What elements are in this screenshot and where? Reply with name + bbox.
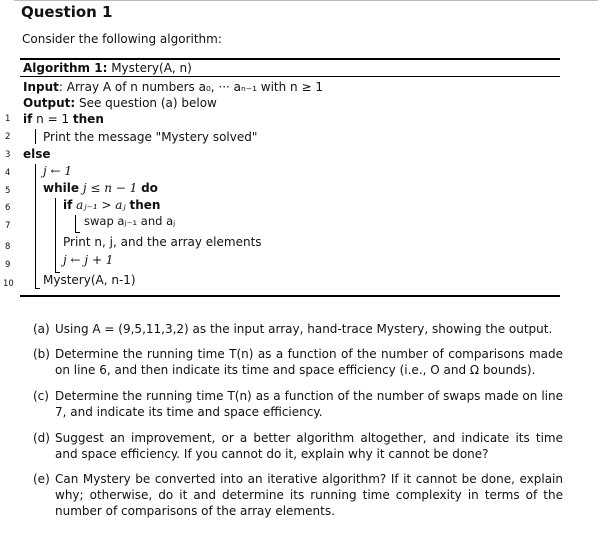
keyword: then bbox=[72, 112, 104, 126]
algorithm-line-3 bbox=[23, 147, 51, 161]
line-number: 6 bbox=[5, 203, 11, 213]
line-number: 10 bbox=[3, 279, 14, 289]
algorithm-line-2: Print the message "Mystery solved" bbox=[43, 130, 258, 144]
line-number: 4 bbox=[5, 168, 11, 178]
else-block-bar bbox=[35, 164, 36, 288]
question-text: Suggest an improvement, or a better algorithm altogether, and indicate its time and space efficiency. If you cannot do it, explain why it cannot be done? bbox=[55, 431, 563, 461]
question-b bbox=[33, 346, 563, 378]
question-label: (a) bbox=[33, 322, 50, 336]
algorithm-line-8: Print n, j, and the array elements bbox=[63, 235, 262, 249]
line-number: 2 bbox=[5, 132, 11, 142]
algorithm-line-9: j ← j + 1 bbox=[63, 253, 114, 267]
question-title: Question 1 bbox=[21, 3, 113, 21]
question-text: Using A = (9,5,11,3,2) as the input array, hand-trace Mystery, showing the output. bbox=[55, 322, 553, 336]
question-a bbox=[33, 321, 563, 337]
top-divider bbox=[14, 0, 598, 1]
if-block-bar bbox=[35, 129, 36, 144]
question-label: (c) bbox=[33, 389, 49, 403]
question-text: Determine the running time T(n) as a function of the number of comparisons made on line 6, and then indicate its time and space efficiency (i.e., O and Ω bounds). bbox=[55, 347, 563, 377]
algorithm-caption bbox=[23, 61, 192, 75]
keyword: then bbox=[129, 198, 161, 212]
algorithm-caption-name: Mystery(A, n) bbox=[111, 61, 192, 75]
line-number: 9 bbox=[5, 260, 11, 270]
keyword: while bbox=[43, 181, 79, 195]
algorithm-line-1 bbox=[23, 112, 104, 126]
line-number: 1 bbox=[5, 114, 11, 124]
algorithm-bottom-rule bbox=[20, 295, 560, 297]
question-text: Determine the running time T(n) as a function of the number of swaps made on line 7, and indicate its time and space efficiency. bbox=[55, 389, 563, 419]
question-label: (b) bbox=[33, 347, 50, 361]
question-d bbox=[33, 430, 563, 462]
line-number: 5 bbox=[5, 186, 11, 196]
inner-if-block-bar bbox=[75, 215, 76, 232]
inner-if-block-end bbox=[75, 232, 80, 233]
question-text: Can Mystery be converted into an iterative algorithm? If it cannot be done, explain why; otherwise, do it and determine its running time complexity in terms of the number of comparisons of the array elements. bbox=[55, 472, 563, 518]
line-number: 7 bbox=[5, 221, 11, 231]
output-label: Output: bbox=[23, 96, 76, 110]
algorithm-line-4: j ← 1 bbox=[43, 164, 73, 178]
algorithm-input bbox=[23, 80, 323, 94]
line-text: aⱼ₋₁ > aⱼ bbox=[72, 198, 130, 212]
question-e bbox=[33, 471, 563, 519]
algorithm-caption-rule bbox=[20, 76, 560, 77]
question-label: (d) bbox=[33, 431, 50, 445]
while-block-end bbox=[55, 272, 60, 273]
else-block-end bbox=[35, 288, 40, 289]
input-text: : Array A of n numbers a₀, ··· aₙ₋₁ with n ≥ 1 bbox=[58, 80, 323, 94]
algorithm-caption-label: Algorithm 1: bbox=[23, 61, 108, 75]
input-label: Input bbox=[23, 80, 59, 94]
keyword: if bbox=[23, 112, 33, 126]
keyword: do bbox=[141, 181, 158, 195]
algorithm-line-5 bbox=[43, 181, 158, 195]
algorithm-line-6 bbox=[63, 198, 160, 212]
line-text: n = 1 bbox=[32, 112, 73, 126]
keyword: if bbox=[63, 198, 73, 212]
line-number: 8 bbox=[5, 242, 11, 252]
output-text: See question (a) below bbox=[78, 96, 217, 110]
algorithm-line-10: Mystery(A, n-1) bbox=[43, 273, 136, 287]
algorithm-top-rule bbox=[20, 58, 560, 60]
line-text: j ≤ n − 1 bbox=[79, 181, 142, 195]
question-label: (e) bbox=[33, 472, 50, 486]
keyword: else bbox=[23, 147, 51, 161]
question-c bbox=[33, 388, 563, 420]
algorithm-line-7: swap aⱼ₋₁ and aⱼ bbox=[84, 214, 176, 228]
while-block-bar bbox=[55, 198, 56, 272]
intro-text: Consider the following algorithm: bbox=[22, 32, 222, 46]
line-number: 3 bbox=[5, 150, 11, 160]
algorithm-output bbox=[23, 96, 217, 110]
